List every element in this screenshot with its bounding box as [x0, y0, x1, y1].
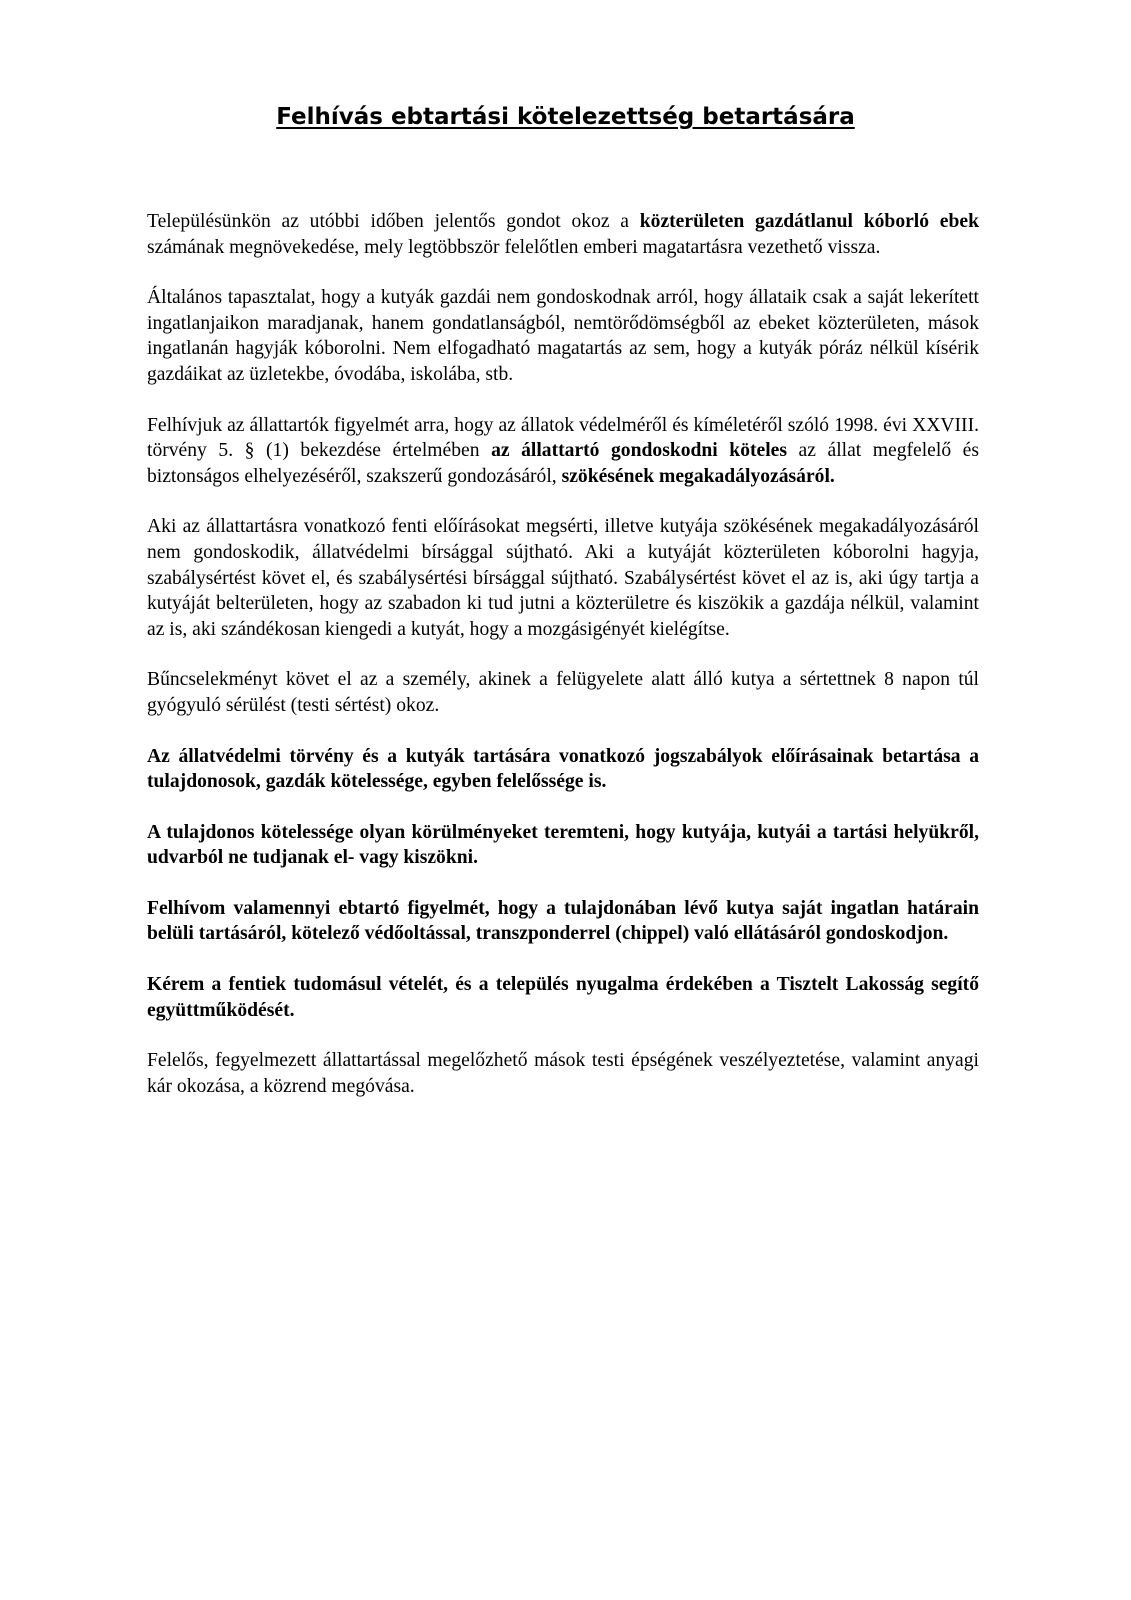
paragraph-2: Általános tapasztalat, hogy a kutyák gazdái nem gondoskodnak arról, hogy állataik csak a saját lekerített ingatlanjaikon maradjanak, hanem gondatlanságból, nemtörődömségből az ebeket közterületen, mások ingatlanán hagyják kóborolni. Nem elfogadható magatartás az sem, hogy a kutyák póráz nélkül kísérik gazdáikat az üzletekbe, óvodába, iskolába, stb. [147, 287, 979, 385]
paragraph-10: Felelős, fegyelmezett állattartással megelőzhető mások testi épségének veszélyeztetése, valamint anyagi kár okozása, a közrend megóvása. [147, 1050, 979, 1097]
paragraph-9: Kérem a fentiek tudomásul vételét, és a település nyugalma érdekében a Tisztelt Lakosság segítő együttműködését. [147, 974, 979, 1021]
document-title: Felhívás ebtartási kötelezettség betartására [276, 104, 855, 130]
paragraph-1 [147, 209, 979, 260]
paragraph-7: A tulajdonos kötelessége olyan körülményeket teremteni, hogy kutyája, kutyái a tartási helyükről, udvarból ne tudjanak el- vagy kiszökni. [147, 821, 979, 869]
paragraph-3 [147, 413, 979, 490]
paragraph-6: Az állatvédelmi törvény és a kutyák tartására vonatkozó jogszabályok előírásainak betartása a tulajdonosok, gazdák kötelessége, egyben felelőssége is. [147, 745, 979, 793]
paragraph-3-bold-a: az állattartó gondoskodni köteles [491, 440, 787, 462]
paragraph-5: Bűncselekményt követ el az a személy, akinek a felügyelete alatt álló kutya a sértettnek 8 napon túl gyógyuló sérülést (testi sértést) okoz. [147, 669, 979, 716]
paragraph-3-text-b: az állat megfelelő és biztonságos elhelyezéséről, szakszerű gondozásáról, [147, 440, 979, 487]
paragraph-1-bold: közterületen gazdátlanul kóborló ebek [639, 211, 979, 232]
paragraph-1-text-b: számának megnövekedése, mely legtöbbször felelőtlen emberi magatartásra vezethető vissza. [147, 236, 881, 258]
paragraph-8: Felhívom valamennyi ebtartó figyelmét, hogy a tulajdonában lévő kutya saját ingatlan határain belüli tartásáról, kötelező védőoltással, transzponderrel (chippel) való ellátásáról gondoskodjon. [147, 897, 979, 945]
paragraph-1-text-a: Településünkön az utóbbi időben jelentős gondot okoz a [147, 211, 640, 232]
paragraph-3-text-a: Felhívjuk az állattartók figyelmét arra, hogy az állatok védelméről és kíméletéről szóló 1998. évi XXVIII. törvény 5. § (1) bekezdése értelmében [147, 414, 979, 462]
paragraph-4: Aki az állattartásra vonatkozó fenti előírásokat megsérti, illetve kutyája szökésének megakadályozásáról nem gondoskodik, állatvédelmi bírsággal sújtható. Aki a kutyáját közterületen kóborolni hagyja, szabálysértést követ el, és szabálysértési bírsággal sújtható. Szabálysértést követ el az is, aki úgy tartja a kutyáját belterületen, hogy az szabadon ki tud jutni a közterületre és kiszökik a gazdája nélkül, valamint az is, aki szándékosan kiengedi a kutyát, hogy a mozgásigényét kielégítse. [147, 516, 979, 640]
document-body [147, 209, 979, 1124]
paragraph-3-bold-b: szökésének megakadályozásáról. [561, 465, 835, 487]
